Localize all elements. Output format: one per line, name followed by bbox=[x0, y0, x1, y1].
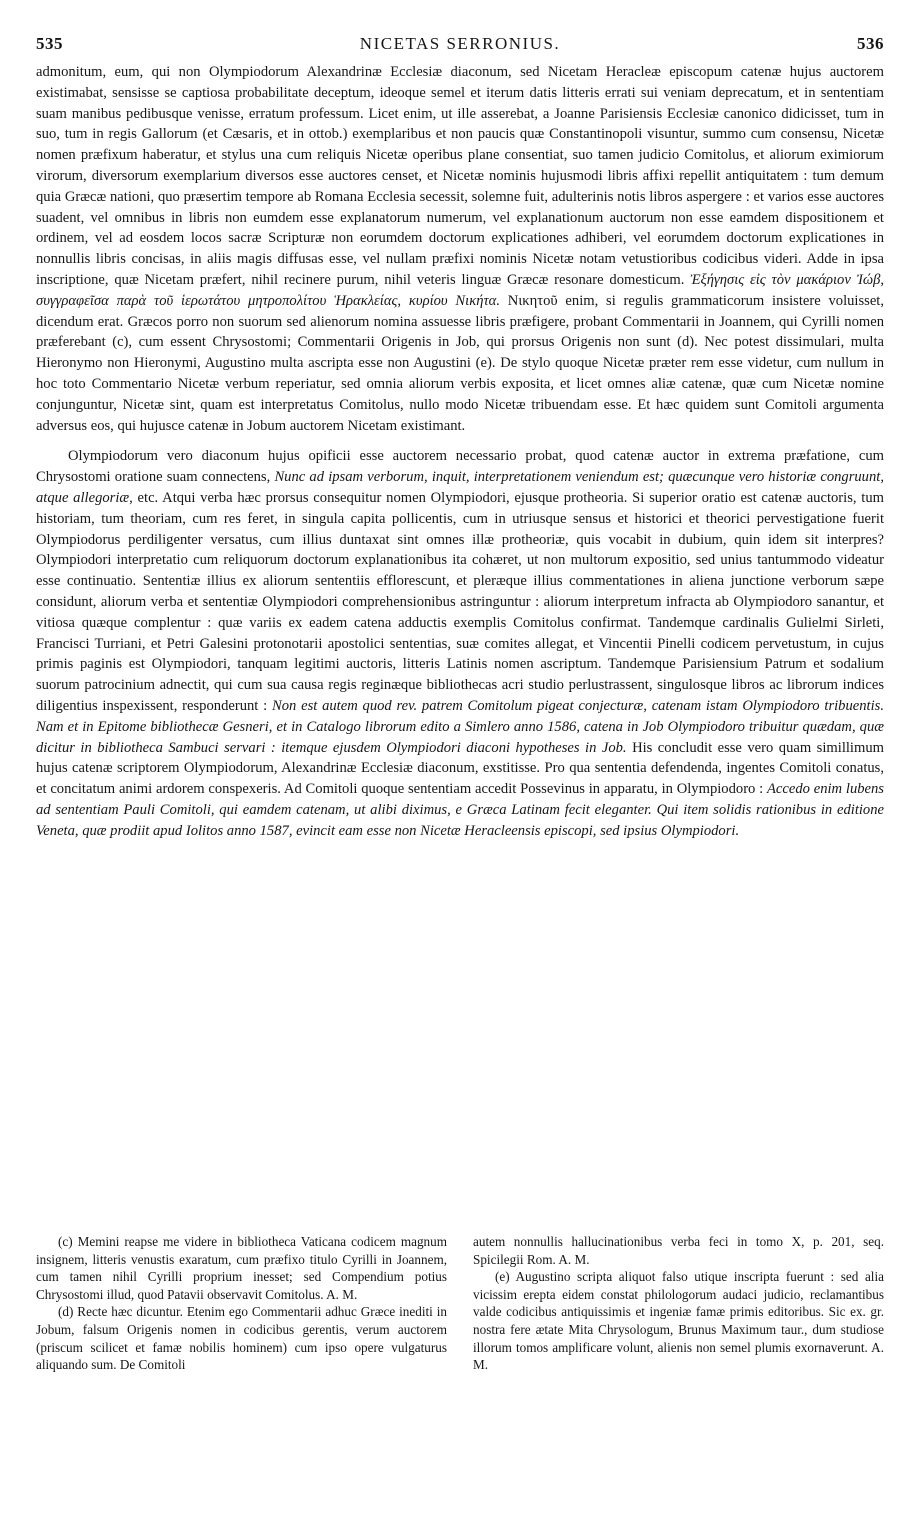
greek-inscription: Ἐξήγησις εἰς τὸν μακάριον Ἰώβ, συγγραφεῖσα παρὰ τοῦ ἱερωτάτου μητροπολίτου Ἡρακλείας, κυρίου Νικήτα. bbox=[36, 271, 885, 309]
footnote-e: (e) Augustino scripta aliquot falso utique inscripta fuerunt : sed alia vicissim erepta eidem constat philologorum audaci judicio, reclamantibus valde codicibus antiquissimis et ingeniæ famæ primis editoribus. Sic ex. gr. nostra fere ætate Mita Chrysologum, Brunus Maximum taur., dum studiose illorum tomos amplificare volunt, alienis non semel plumis exornaverunt. A. M. bbox=[473, 1269, 884, 1373]
footnotes bbox=[36, 1233, 884, 1374]
footnote-d: (d) Recte hæc dicuntur. Etenim ego Commentarii adhuc Græce inediti in Jobum, falsum Origenis nomen in codicibus gerentis, verum auctorem (priscum scilicet et famæ nobilis hominem) cum ipso opere vulgaturus aliquando sum. De Comitoli bbox=[36, 1304, 447, 1373]
paragraph-1-text: admonitum, eum, qui non Olympiodorum Alexandrinæ Ecclesiæ diaconum, sed Nicetam Heracleæ episcopum catenæ hujus auctorem existimabat, sensisse se captiosa probabilitate deceptum, ideoque semel et iterum datis litteris errati sui veniam deprecatum, et in sententiam suam manibus pedibusque venisse, erratum professum. Licet enim, ut ille asserebat, a Joanne Parisiensis Ecclesiæ canonico didicisset, tum in suo, tum in regis Gallorum (et Cæsaris, et in ottob.) exemplaribus et non paucis quæ Constantinopoli visuntur, summo cum consensu, Nicetæ nomen præfixum haberatur, et stylus una cum reliquis Nicetæ operibus plane consentiat, suo tamen judicio Comitolus, et aliorum eximiorum virorum, diversorum exemplarium diversos esse auctores censet, et Nicetæ nominis hujusmodi libris affixi repellit antiquitatem : tum demum quia Græcæ nationi, quo præsertim tempore ab Romana Ecclesia secessit, solemne fuit, adulterinis notis libros aspergere : et varios esse auctores suadent, vel omnibus in libris non eumdem esse explanatorum numerum, vel explanationum auctorum non esse eamdem dispositionem et ordinem, vel ad eosdem locos sacræ Scripturæ non eorumdem doctorum explicationes adhiberi, vel eorumdem doctorum explicationes in nonnullis libris concisas, in aliis magis diffusas esse, vel nullam præfixi nominis Nicetæ notam vetustioribus codicibus videri. Adde in ipsa inscriptione, quæ Nicetam præfert, nihil recinere purum, nihil veteris linguæ Græcæ resonare domesticum. bbox=[36, 64, 884, 288]
paragraph-2-part-b: etc. Atqui verba hæc prorsus consequitur nomen Olympiodori, ejusque protheoria. Si superior oratio est catenæ auctoris, tum historiam, tum theoriam, cum res feret, in singula capita pollicentis, cum in utriusque sensus et historici et theorici pervestigatione fuerit Olympiodorus perdiligenter versatus, cum illius duntaxat sint omnes illæ protheoriæ, quis vocabit in dubium, quin idem sit interpres? Olympiodori interpretatio cum reliquorum doctorum explanationibus ita cohæret, ut non multorum expositio, sed unius tantummodo videatur esse continuatio. Sententiæ illius ex aliorum sententiis efflorescunt, et pleræque illius commentationes in aliena junctione verborum sæpe considunt, aliorum verba et sententiæ Olympiodori comprehensionibus astringuntur : aliorum interpretum infracta ab Olympiodoro sanantur, et vitiosa quæque complentur : quæ variis ex eadem catena adductis exemplis Comitolus confirmat. Tandemque cardinalis Gulielmi Sirleti, Francisci Turriani, et Petri Galesini protonotarii apostolici sententias, suæ comites allegat, et Vincentii Pinelli codicem pervetustum, in cujus primis paginis est Olympiodori, tanquam legitimi auctoris, litteris Latinis nomen ascriptum. Tandemque Parisiensium Patrum et sodalium suorum patrocinium adnectit, qui cum sua causa regis reginæque bibliothecas acri studio perlustrassent, singulosque libros ac librorum indices diligentius inspexissent, responderunt : bbox=[36, 489, 885, 714]
paragraph-2-part-a: Olympiodorum vero diaconum hujus opificii esse auctorem necessario probat, quod catenæ auctor in extrema præfatione, cum Chrysostomi oratione suam connectens, bbox=[36, 448, 884, 486]
footnote-column-left bbox=[36, 1233, 447, 1374]
greek-word: Νικητοῦ bbox=[507, 292, 558, 309]
paragraph-2 bbox=[36, 446, 884, 841]
paragraph-1 bbox=[36, 62, 884, 436]
footnote-d-continued: autem nonnullis hallucinationibus verba feci in tomo X, p. 201, seq. Spicilegii Rom. A. M. bbox=[473, 1234, 884, 1267]
running-title: NICETAS SERRONIUS. bbox=[359, 34, 561, 53]
column-number-right: 536 bbox=[857, 34, 884, 53]
paragraph-2-part-c: His concludit esse vero quam simillimum hujus catenæ scriptorem Olympiodorum, Alexandrinæ Ecclesiæ diaconum, exstitisse. Pro qua sententia defendenda, ingentes Comitoli conatus, et concitatum animi ardorem conspexeris. Ad Comitoli quoque sententiam accedit Possevinus in apparatu, in Olympiodoro : bbox=[36, 739, 884, 798]
quotation-1: Nunc ad ipsam verborum, inquit, interpretationem veniendum est; quæcunque vero historiæ congruunt, atque allegoriæ, bbox=[36, 469, 884, 506]
quotation-2: Non est autem quod rev. patrem Comitolum pigeat conjecturæ, catenam istam Olympiodoro tribuentis. Nam et in Epitome bibliothecæ Gesneri, et in Catalogo librorum edito a Simlero anno 1586, catena in Job Olympiodoro tribuitur quædam, quæ dicitur in bibliotheca Sambuci servari : itemque ejusdem Olympiodori diaconi hypotheses in Job. bbox=[36, 697, 884, 756]
running-head bbox=[36, 34, 884, 62]
column-number-left: 535 bbox=[36, 34, 63, 53]
paragraph-1-rest: enim, si regulis grammaticorum insistere voluisset, dicendum erat. Græcos porro non suorum sed alienorum nomina assuesse libris præfigere, probant Commentarii in Joannem, qui Cyrilli nomen præferebant (c), cum essent Chrysostomi; Commentarii Origenis in Job, qui prorsus Origenis non sunt (d). Nec potest dissimulari, multa Hieronymo non Hieronymi, Augustino multa ascripta esse non Augustini (e). De stylo quoque Nicetæ præter rem esse videtur, cum nullum in hoc toto Commentario Nicetæ verbum reperiatur, sed omnia aliorum verbis exposita, et licet omnes aliæ catenæ, quæ cum Nicetæ nomine conjunguntur, Nicetæ sint, quam est interpretatus Comitolus, nullo modo Nicetæ tribuendam esse. Et hæc quidem sunt Comitoli argumenta adversus eos, qui hujusce catenæ in Jobum auctorem Nicetam existimant. bbox=[36, 292, 885, 434]
main-text bbox=[36, 62, 884, 841]
quotation-3: Accedo enim lubens ad sententiam Pauli Comitoli, qui eamdem catenam, ut alibi diximus, e Græca Latinam fecit eleganter. Qui item solidis rationibus in editione Veneta, quæ prodiit apud Iolitos anno 1587, evincit eam esse non Nicetæ Heracleensis episcopi, sed ipsius Olympiodori. bbox=[36, 781, 884, 839]
footnote-column-right bbox=[473, 1233, 884, 1374]
footnote-c: (c) Memini reapse me videre in bibliotheca Vaticana codicem magnum insignem, litteris venustis exaratum, cum præfixo titulo Cyrilli in Joannem, cum tamen nihil Cyrilli proprium inesset; sed Compendium potius Chrysostomi illud, quod Patavii observavit Comitolus. A. M. bbox=[36, 1234, 447, 1302]
